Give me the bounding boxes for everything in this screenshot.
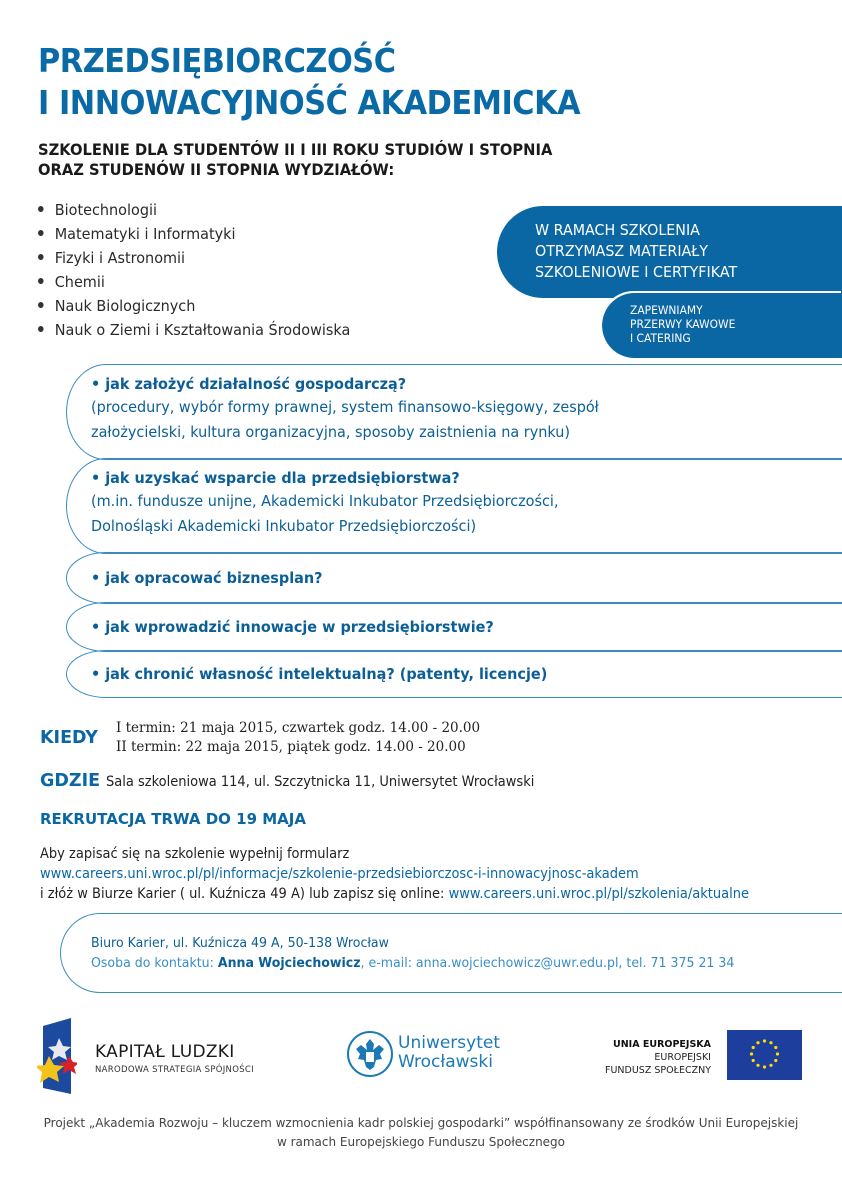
- faculty-item: Nauk o Ziemi i Kształtowania Środowiska: [38, 318, 350, 342]
- kapital-ludzki-logo-icon: [37, 1016, 77, 1096]
- topic-box: [66, 650, 842, 698]
- topic-box: [66, 602, 842, 652]
- recruitment-deadline: REKRUTACJA TRWA DO 19 MAJA: [40, 810, 306, 828]
- bullet-icon: [38, 326, 44, 332]
- form-link[interactable]: www.careers.uni.wroc.pl/pl/informacje/szkolenie-przedsiebiorczosc-i-innowacyjnosc-akadem: [40, 866, 639, 882]
- signup-instructions: Aby zapisać się na szkolenie wypełnij formularz: [40, 846, 350, 862]
- sponsor-logos: [0, 1010, 842, 1100]
- faculty-item: Fizyki i Astronomii: [38, 246, 350, 270]
- topic-question: • jak chronić własność intelektualną? (patenty, licencje): [91, 665, 548, 683]
- online-signup-link[interactable]: www.careers.uni.wroc.pl/pl/szkolenia/aktualne: [448, 886, 750, 902]
- page-title: [38, 40, 580, 124]
- title-line-1: PRZEDSIĘBIORCZOŚĆ: [38, 41, 396, 80]
- office-address: Biuro Karier, ul. Kuźnicza 49 A, 50-138 Wrocław: [91, 935, 389, 951]
- footer-funding-note: Projekt „Akademia Rozwoju – kluczem wzmocnienia kadr polskiej gospodarki” współfinansowany ze środków Unii Europejskiej w ramach Europejskiego Funduszu Społecznego: [43, 1116, 799, 1149]
- eu-flag-icon: [727, 1030, 802, 1080]
- faculty-item: Matematyki i Informatyki: [38, 222, 350, 246]
- topic-question: • jak uzyskać wsparcie dla przedsiębiorstwa?: [91, 469, 460, 487]
- eu-text: UNIA EUROPEJSKA EUROPEJSKI FUNDUSZ SPOŁECZNY: [605, 1039, 711, 1076]
- topic-question: • jak wprowadzić innowacje w przedsiębiorstwie?: [91, 618, 494, 636]
- faculty-item: Biotechnologii: [38, 198, 350, 222]
- bullet-icon: [38, 206, 44, 212]
- benefit-materials-badge: W RAMACH SZKOLENIA OTRZYMASZ MATERIAŁY SZKOLENIOWE I CERTYFIKAT: [497, 206, 842, 298]
- university-eagle-emblem-icon: [346, 1030, 394, 1078]
- contact-person: Osoba do kontaktu: Anna Wojciechowicz, e-mail: anna.wojciechowicz@uwr.edu.pl, tel. 71 375 21 34: [91, 955, 735, 971]
- subtitle-line-1: SZKOLENIE DLA STUDENTÓW II I III ROKU STUDIÓW I STOPNIA: [38, 140, 553, 159]
- topic-details: (m.in. fundusze unijne, Akademicki Inkubator Przedsiębiorczości,: [91, 492, 559, 510]
- faculty-list: [38, 198, 374, 342]
- term-1: I termin: 21 maja 2015, czwartek godz. 14.00 - 20.00: [116, 720, 481, 736]
- kapital-ludzki-subtitle: NARODOWA STRATEGIA SPÓJNOŚCI: [95, 1065, 254, 1075]
- subtitle: [38, 140, 552, 180]
- term-2: II termin: 22 maja 2015, piątek godz. 14.00 - 20.00: [116, 739, 466, 755]
- where-place: Sala szkoleniowa 114, ul. Szczytnicka 11, Uniwersytet Wrocławski: [106, 774, 535, 790]
- when-label: KIEDY: [40, 728, 98, 748]
- topic-details: Dolnośląski Akademicki Inkubator Przedsiębiorczości): [91, 517, 477, 535]
- topic-details: (procedury, wybór formy prawnej, system finansowo-księgowy, zespół: [91, 398, 599, 416]
- contact-details: , e-mail: anna.wojciechowicz@uwr.edu.pl, tel. 71 375 21 34: [360, 955, 735, 971]
- contact-name: Anna Wojciechowicz: [217, 955, 361, 971]
- bullet-icon: [38, 254, 44, 260]
- university-name: Uniwersytet Wrocławski: [398, 1033, 500, 1072]
- bullet-icon: [38, 278, 44, 284]
- topic-box: [66, 458, 842, 554]
- topic-box: [66, 364, 842, 460]
- topic-details: założycielski, kultura organizacyjna, sposoby zaistnienia na rynku): [91, 423, 571, 441]
- bullet-icon: [38, 230, 44, 236]
- where-label: GDZIE: [40, 771, 101, 791]
- kapital-ludzki-title: KAPITAŁ LUDZKI: [95, 1042, 235, 1062]
- signup-line-3: i złóż w Biurze Karier ( ul. Kuźnicza 49 A) lub zapisz się online: www.careers.uni.wroc.pl/pl/szkolenia/aktualne: [40, 886, 750, 902]
- benefit-catering-badge: ZAPEWNIAMY PRZERWY KAWOWE I CATERING: [602, 293, 842, 358]
- bullet-icon: [38, 302, 44, 308]
- title-line-2: I INNOWACYJNOŚĆ AKADEMICKA: [38, 83, 581, 122]
- subtitle-line-2: ORAZ STUDENÓW II STOPNIA WYDZIAŁÓW:: [38, 160, 395, 179]
- signup-section: [40, 844, 802, 904]
- faculty-item: Nauk Biologicznych: [38, 294, 350, 318]
- faculty-item: Chemii: [38, 270, 350, 294]
- topic-question: • jak założyć działalność gospodarczą?: [91, 375, 407, 393]
- topic-box: [66, 552, 842, 604]
- contact-box: [60, 913, 842, 993]
- topic-question: • jak opracować biznesplan?: [91, 569, 323, 587]
